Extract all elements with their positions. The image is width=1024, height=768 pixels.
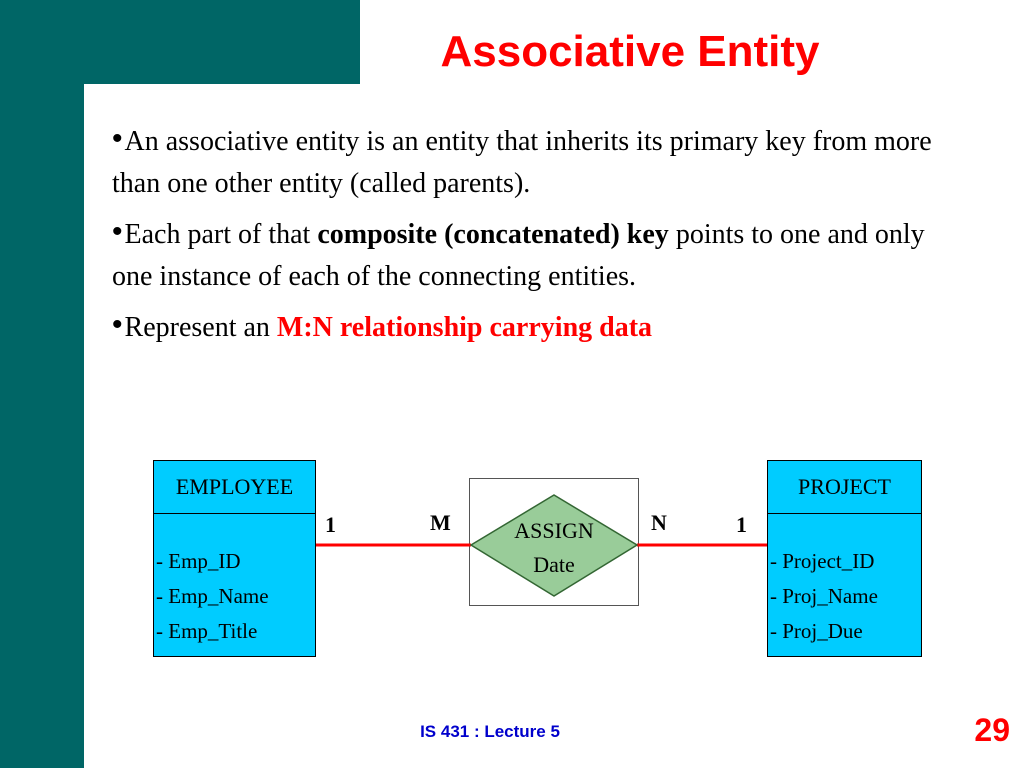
assign-label: ASSIGN [514,518,594,543]
employee-attr-2: - Emp_Name [156,584,269,608]
bullet-dot-icon: • [112,308,123,341]
bullet-3-prefix: Represent an [124,312,277,343]
bullet-3-highlight: M:N relationship carrying data [276,312,653,343]
project-attributes [768,514,921,649]
assign-attribute-label: Date [533,552,575,577]
employee-attributes [154,514,315,649]
bullet-2-bold-term: composite (concatenated) key [317,219,669,250]
cardinality-n: N [651,510,667,535]
employee-attr-1: - Emp_ID [156,549,241,573]
project-attr-3: - Proj_Due [770,619,863,643]
bullet-2-suffix: points to one and only one instance of each of the connecting entities. [112,219,925,292]
cardinality-project: 1 [736,512,747,537]
project-attr-2: - Proj_Name [770,584,878,608]
bullet-dot-icon: • [112,215,123,248]
bullet-dot-icon: • [112,122,123,155]
project-attr-1: - Project_ID [770,549,875,573]
project-entity-name: PROJECT [768,461,921,514]
assign-relationship-diamond [471,495,637,596]
cardinality-m: M [430,510,451,535]
employee-entity-name: EMPLOYEE [154,461,315,514]
employee-entity [153,460,316,657]
page-number: 29 [974,712,1010,748]
cardinality-employee: 1 [325,512,336,537]
project-entity [767,460,922,657]
footer-course: IS 431 : Lecture 5 [420,722,560,741]
bullet-1-text: An associative entity is an entity that inherits its primary key from more than one other entity (called parents). [112,126,932,199]
employee-attr-3: - Emp_Title [156,619,258,643]
slide-title: Associative Entity [440,27,820,76]
bullet-2-prefix: Each part of that [124,219,318,250]
